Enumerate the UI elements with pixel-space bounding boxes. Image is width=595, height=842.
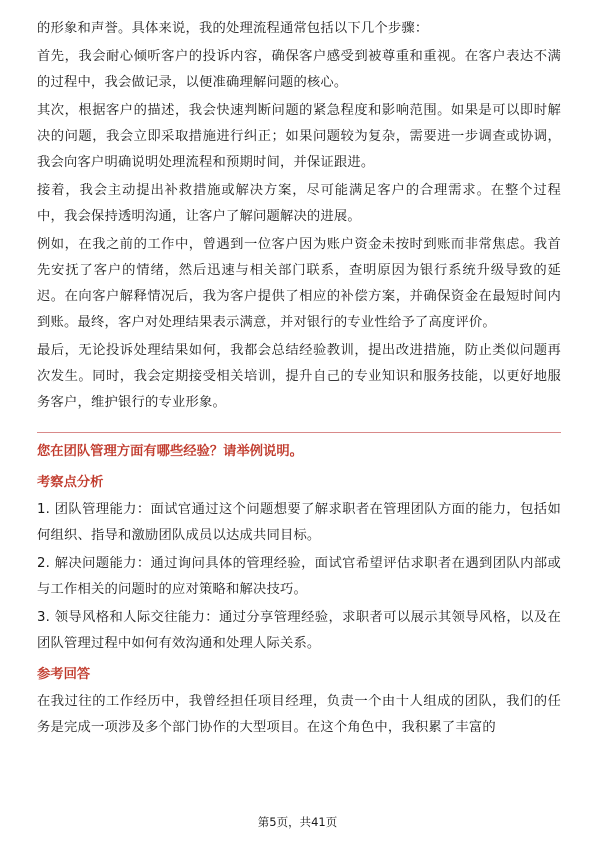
analysis-item: 3. 领导风格和人际交往能力：通过分享管理经验，求职者可以展示其领导风格，以及在团队管理过程中如何有效沟通和处理人际关系。: [37, 610, 561, 651]
answer-paragraph: 的形象和声誉。具体来说，我的处理流程通常包括以下几个步骤：: [37, 21, 429, 36]
section-divider: [37, 432, 561, 433]
answer-paragraph: 其次，根据客户的描述，我会快速判断问题的紧急程度和影响范围。如果是可以即时解决的问题，我会立即采取措施进行纠正；如果问题较为复杂，需要进一步调查或协调，我会向客户明确说明处理流程和预期时间，并保证跟进。: [37, 103, 561, 170]
page-content: [37, 16, 561, 743]
previous-answer-body: [37, 16, 561, 416]
analysis-item: 2. 解决问题能力：通过询问具体的管理经验，面试官希望评估求职者在遇到团队内部或与工作相关的问题时的应对策略和解决技巧。: [37, 556, 561, 597]
answer-paragraph: 接着，我会主动提出补救措施或解决方案，尽可能满足客户的合理需求。在整个过程中，我会保持透明沟通，让客户了解问题解决的进展。: [37, 183, 561, 224]
analysis-list: [37, 497, 561, 657]
analysis-item: 1. 团队管理能力：面试官通过这个问题想要了解求职者在管理团队方面的能力，包括如何组织、指导和激励团队成员以达成共同目标。: [37, 502, 561, 543]
reference-answer-heading: 参考回答: [37, 667, 91, 682]
answer-paragraph: 最后，无论投诉处理结果如何，我都会总结经验教训，提出改进措施，防止类似问题再次发生。同时，我会定期接受相关培训，提升自己的专业知识和服务技能，以更好地服务客户，维护银行的专业形象。: [37, 343, 561, 410]
answer-paragraph: 首先，我会耐心倾听客户的投诉内容，确保客户感受到被尊重和重视。在客户表达不满的过程中，我会做记录，以便准确理解问题的核心。: [37, 49, 561, 90]
page-number-footer: 第5页，共41页: [257, 815, 338, 829]
interview-question: 您在团队管理方面有哪些经验？请举例说明。: [37, 444, 303, 459]
answer-paragraph: 例如，在我之前的工作中，曾遇到一位客户因为账户资金未按时到账而非常焦虑。我首先安抚了客户的情绪，然后迅速与相关部门联系，查明原因为银行系统升级导致的延迟。在向客户解释情况后，我为客户提供了相应的补偿方案，并确保资金在最短时间内到账。最终，客户对处理结果表示满意，并对银行的专业性给予了高度评价。: [37, 237, 561, 330]
reference-answer-paragraph: 在我过往的工作经历中，我曾经担任项目经理，负责一个由十人组成的团队，我们的任务是完成一项涉及多个部门协作的大型项目。在这个角色中，我积累了丰富的: [37, 694, 561, 735]
analysis-heading: 考察点分析: [37, 475, 104, 490]
